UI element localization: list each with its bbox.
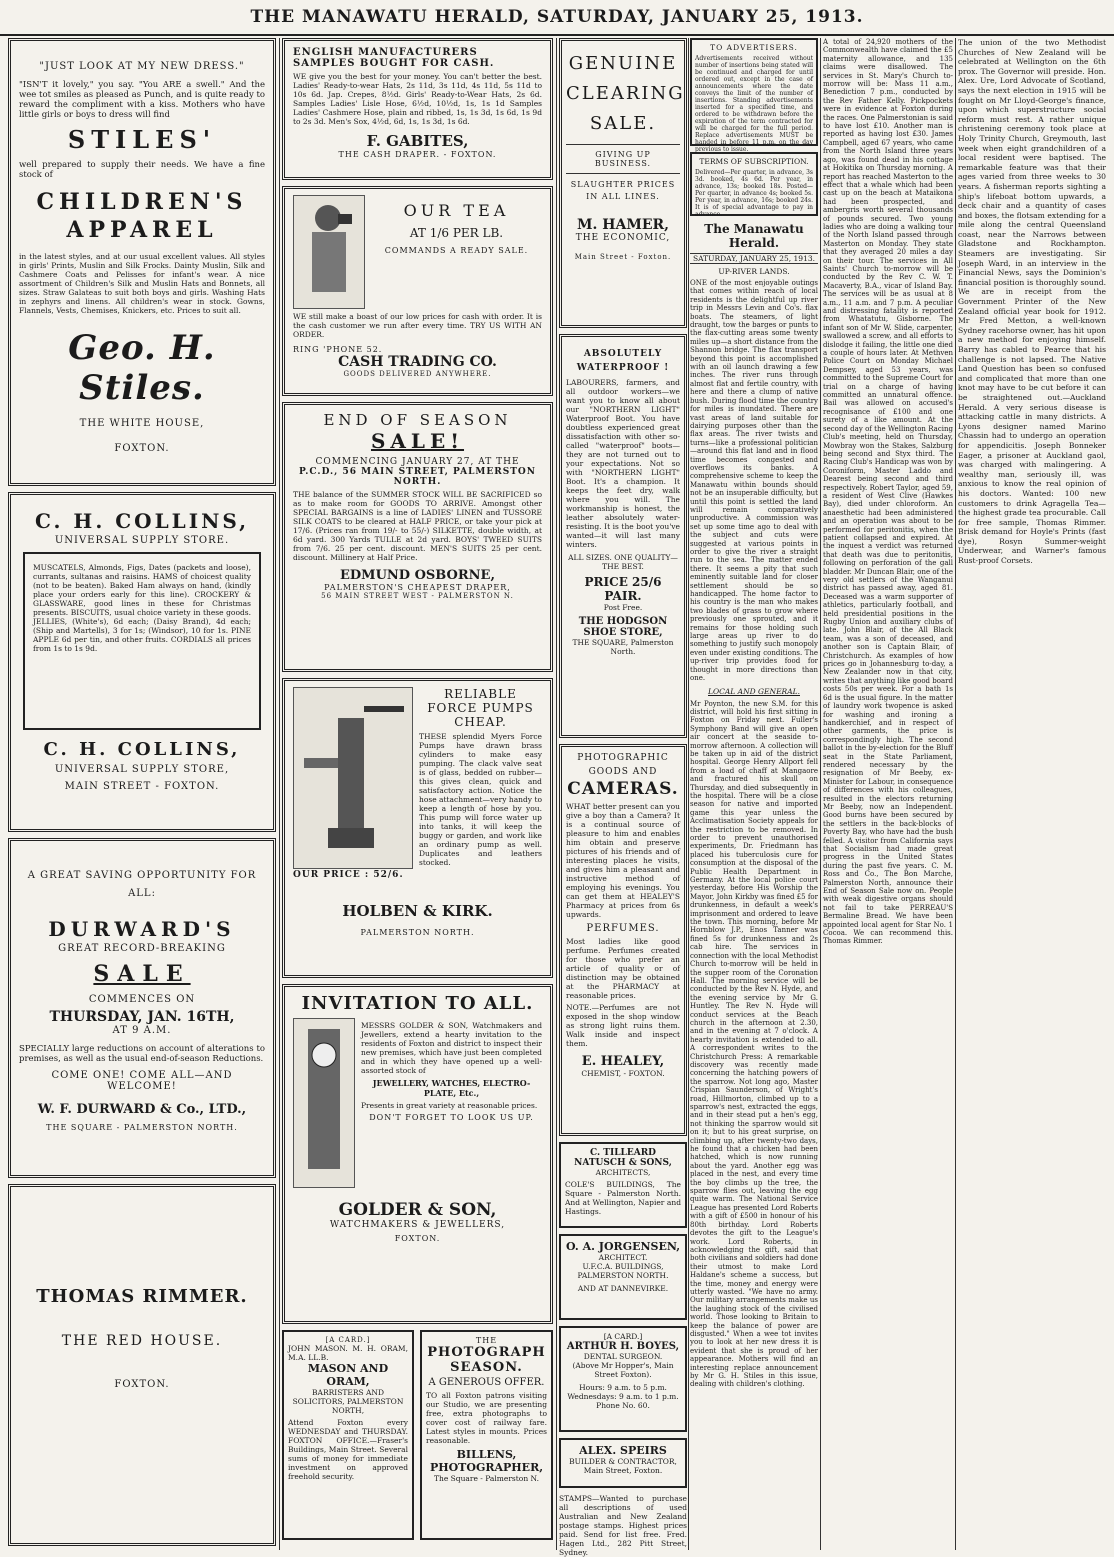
- stiles-ad: [8, 38, 276, 486]
- gabites-name: F. GABITES,: [366, 132, 469, 150]
- collins-ad: [8, 492, 276, 832]
- osborne-commencing: COMMENCING JANUARY 27, AT THE: [315, 457, 520, 467]
- golder-name: GOLDER & SON,: [338, 1200, 497, 1220]
- stiles-kicker: "JUST LOOK AT MY NEW DRESS.": [39, 61, 245, 72]
- healey-body: WHAT better present can you give a boy than a Camera? It is a continual source of pleasure to him and enables him obtain and preserve pictures of his friends and of interesting places he visits, and gives him a pleasant and instructive method of employing his evenings. You can get them at HEALEY'S Pharmacy at prices from 6s upwards.: [566, 802, 680, 919]
- editorial-date: SATURDAY, JANUARY 25, 1913.: [690, 253, 818, 264]
- hodgson-name: THE HODGSON SHOE STORE,: [578, 616, 668, 638]
- golder-call: DON'T FORGET TO LOOK US UP.: [369, 1113, 534, 1122]
- durward-addr: THE SQUARE - PALMERSTON NORTH.: [46, 1123, 238, 1132]
- pump-icon: [294, 688, 412, 868]
- tea-body: WE still make a boast of our low prices for cash with order. It is the cash customer we run after every time. TRY US WITH AN ORDER.: [293, 312, 542, 339]
- durward-date: THURSDAY, JAN. 16TH,: [49, 1009, 235, 1025]
- billens-addr: The Square - Palmerston N.: [434, 1474, 539, 1483]
- durward-name: DURWARD'S: [48, 917, 236, 941]
- tillerd-title: ARCHITECTS,: [595, 1168, 651, 1177]
- stiles-name: STILES': [67, 125, 217, 154]
- tea-drinker-icon: [294, 196, 364, 308]
- hamer-title: GENUINE CLEARING SALE.: [566, 53, 685, 134]
- golder-body: MESSRS GOLDER & SON, Watchmakers and Jewellers, extend a hearty invitation to the residents of Foxton and district to inspect their new premises, which have just been completed and in which they have opened up a well-assorted stock of: [361, 1021, 542, 1075]
- osborne-pcd: P.C.D., 56 MAIN STREET, PALMERSTON NORTH.: [299, 467, 536, 487]
- rimmer-shop: THE RED HOUSE.: [61, 1333, 223, 1349]
- collins-name: C. H. COLLINS,: [34, 509, 250, 533]
- hodgson-title: ABSOLUTELY WATERPROOF !: [576, 349, 670, 373]
- golder-sub: WATCHMAKERS & JEWELLERS,: [329, 1220, 506, 1230]
- healey-note: NOTE.—Perfumes are not exposed in the shop window as strong light ruins them. Walk inside and inspect them.: [566, 1003, 680, 1048]
- osborne-body: THE balance of the SUMMER STOCK WILL BE SACRIFICED so as to make room for GOODS TO ARRIVE. Amongst other SPECIAL BARGAINS is a line of LADIES' LINEN and TUSSORE SILK COATS to be cleared at HALF PRICE, or take your pick at 17/6. (Prices ran from 19/- to 55/-) SILKETTE, double width, at 6d yard. 300 Yards TULLE at 2d yard. BOYS' TWEED SUITS from 7/6. 25 per cent. discount. MEN'S SUITS 25 per cent. discount. Millinery at Half Price.: [293, 490, 542, 562]
- column6-news: The union of the two Methodist Churches of New Zealand will be celebrated at Wellington on the 6th prox. The Governor will preside. Hon. Alex. Ure, Lord Advocate of Scotland, says the next election in 1915 will be fought on Mr Lloyd-George's finance, upon which superstructure social reform must rest. A rather unique christening ceremony took place at Holy Trinity Church, Greymouth, last week when eight grandchildren of a local resident were baptised. The remarkable feature was that their ages varied from three weeks to 30 years. A fisherman reports sighting a ship's lifeboat bottom upwards, a deck chair and a quantity of cases and boxes, the flotsam extending for a mile along the central Queensland coast, near the Narrows between Gladstone and Rockhampton. Steamers are investigating. Sir Joseph Ward, in an interview in the Financial News, says the Dominion's financial position is thoroughly sound. We are in receipt from the Government Printer of the New Zealand official year book for 1912. Mr Fred Metton, a well-known Sydney racehorse owner, has hit upon a new method for enjoying himself. Barry has cabled to Pearce that his challenge is not lapsed. The Native Land Question has been so confused and complicated that more than one knot may have to be cut before it can be straightened out.—Auckland Herald. A very serious disease is attacking cattle in many districts. A Lyons designer named Marino Chassin had to undergo an operation for appendicitis. Joseph Bonneker Eager, a prisoner at Auckland gaol, was charged with malingering. A wealthy man, seriously ill, was anxious to know the real opinion of his doctors. Wanted: 100 new customers to drink Agragella Tea—the highest grade tea procurable. Call for free sample, Thomas Rimmer. Brisk demand for Hoyle's Prints (fast dye), Rosyn Summer-weight Underwear, and Warner's famous Rust-proof Corsets.: [958, 38, 1106, 566]
- tea-name: CASH TRADING CO.: [338, 354, 497, 370]
- editorial-heading: UP-RIVER LANDS.: [718, 267, 790, 276]
- hodgson-ad: [559, 334, 687, 738]
- jorgensen-addr: U.F.C.A. BUILDINGS, PALMERSTON NORTH.: [577, 1262, 669, 1280]
- durward-body: SPECIALLY large reductions on account of alterations to premises, as well as the usual end-of-season Reductions.: [19, 1044, 265, 1064]
- mason-firm: MASON AND ORAM,: [307, 1362, 389, 1388]
- durward-sub: GREAT RECORD-BREAKING: [58, 943, 226, 954]
- hamer-ad: [559, 38, 687, 328]
- tea-drinker-illustration: [293, 195, 365, 309]
- tea-ad: [282, 186, 553, 396]
- golder-prices: Presents in great variety at reasonable prices.: [361, 1101, 538, 1110]
- osborne-addr: 56 MAIN STREET WEST - PALMERSTON N.: [321, 592, 514, 600]
- durward-commences: COMMENCES ON: [88, 994, 196, 1005]
- osborne-title: END OF SEASON: [323, 411, 512, 429]
- collins-items: MUSCATELS, Almonds, Figs, Dates (packets and loose), currants, sultanas and raisins. HAMS of choicest quality (not to be beaten). Baked Ham always on hand, (kindly place your orders early for this line). CROCKERY & GLASSWARE, good lines in these for Christmas presents. BISCUITS, usual choice variety in these goods. JELLIES, (White's), 6d each; (Daisy Brand), 4d each; (Ship and Martells), 3 for 1s; (Windsor), 10 for 1s. PINE APPLE 6d per tin, and other fruits. CORDIALS all prices from 1s to 1s 9d.: [33, 563, 251, 653]
- tea-title: OUR TEA: [403, 201, 510, 220]
- boyes-title: DENTAL SURGEON.: [583, 1352, 663, 1361]
- tea-phone: RING 'PHONE 52.: [293, 345, 383, 354]
- mason-ad: [282, 1330, 414, 1540]
- editorial-text: ONE of the most enjoyable outings that comes within reach of local residents is the delightful up river trip in Messrs Levin and Co's. flax boats. The steamers, of light draught, tow the barges or punts to the flax-cutting areas some twenty miles up—a short distance from the Shannon bridge. The flax transport beyond this point is accomplished with an oil launch drawing a few inches. The river runs through almost flat and fertile country, with here and there a clump of native bush. During flood time the country for miles is inundated. There are vast areas of land suitable for dairying purposes other than the flax areas. The river twists and turns—like a professional politician—around this flat land and in flood time becomes congested and overflows its banks. A comprehensive scheme to keep the Manawatu within bounds should not be an insuperable difficulty, but until this point is settled the land will remain comparatively unproductive. A commission was set up some time ago to deal with the subject and cuts were suggested at various points in order to give the river a straight run to the sea. The matter ended there. It seems a pity that such eminently suitable land for closer settlement should be so handicapped. The home factor to his country is the man who makes two blades of grass to grow where previously one sprouted, and it remains for those holding such large areas up river to do something to justify such monopoly even under existing conditions. The up-river trip provides food for thought in more directions than one.: [690, 279, 818, 683]
- speirs-addr: Main Street, Foxton.: [583, 1466, 663, 1475]
- stiles-signature: Geo. H. Stiles.: [68, 328, 216, 408]
- clock-illustration: [293, 1018, 355, 1188]
- stiles-shop: THE WHITE HOUSE,: [79, 418, 205, 429]
- advertisers-body: Advertisements received without number of insertions being stated will be continued and charged for until ordered out, except in the case of announcements where the date conveys the limit of the number of insertions. Standing advertisements inserted for a specified time, and ordered to be withdrawn before the expiration of the term contracted for will be charged for the full period. Replace advertisements MUST be handed in before 11 p.m. on the day previous to issue.: [695, 55, 813, 153]
- stiles-list: in the latest styles, and at our usual excellent values. All styles in girls' Prints, Muslin and Silk Frocks. Dainty Muslin, Silk and Cashmere Coats and Pelisses for infant's wear. A nice assortment of Children's Silk and Muslin Hats and Bonnets, all sizes. Straw Galateas to suit both boys and girls. Washing Hats in zephyrs and linens. All children's wear in stock. Gowns, Flannels, Vests, Chemises, Knickers, etc. Prices to suit all.: [19, 252, 265, 315]
- mason-names: JOHN MASON. M. H. ORAM, M.A. LL.B.: [288, 1344, 408, 1362]
- gabites-sub: THE CASH DRAPER. - FOXTON.: [338, 150, 497, 159]
- column5-news: A total of 24,920 mothers of the Commonwealth have claimed the £5 maternity allowance, and 135 claims were disallowed. The services in St. Mary's Church to-morrow will be: Mass 11 a.m., Benediction 7 p.m., conducted by the Rev Father Kelly. Pickpockets were in evidence at Foxton during the races. One Palmerstonian is said to have lost £10. Another man is reported as having lost £30. James Campbell, aged 67 years, who came from the North Island three years ago, was found dead in his cottage at Hokitika on Thursday morning. A report has reached Masterton to the effect that a whale which had been cast up on the beach at Mataikona had been prospected, and ambergris worth several thousands of pounds secured. Two young ladies who are doing a walking tour of the North Island passed through Masterton on Monday. They state that they averaged 20 miles a day on their tour. The services in All Saints' Church to-morrow will be conducted by the Rev C. W. T. Macaverty, B.A., vicar of Island Bay. The services will be as usual at 8 a.m., 11 a.m. and 7 p.m. A peculiar and distressing fatality is reported from Whatatutu, Gisborne. The infant son of Mr W. Slide, carpenter, swallowed a screw, and all efforts to dislodge it failing, the little one died a couple of hours later. At Methven Police Court on Monday Michael Dempsey, aged 53 years, was committed to the Supreme Court for trial on a charge of having committed an unnatural offence. Bail was allowed on accused's recognisance of £100 and one surety of a like amount. At the second day of the Wellington Racing Club's meeting, held on Thursday, Mowbray won the Stakes, Salzburg being second and Styx third. The Racing Club's Handicap was won by Coroniform, Master Laddo and Dearest being second and third respectively. Robert Taylor, aged 59, a resident of West Clive (Hawkes Bay), died under chloroform. An anaesthetic had been administered and an operation was about to be performed for peritonitis, when the patient collapsed and expired. At the inquest a verdict was returned that death was due to peritonitis, following on perforation of the gall bladder. Mr Duncan Blair, one of the very old settlers of the Wanganui district has passed away, aged 81. Deceased was a warm supporter of athletics, particularly football, and held presidential positions in the Rugby Union and auxiliary clubs of late. John Blair, of the All Black team, was a son of deceased, and another son is Captain Blair, of Christchurch. As examples of how prices go in Johannesburg to-day, a New Zealander now in that city, writes that anything like good board costs 50s per week. For a bath 1s 6d is the usual figure. In the matter of laundry work twopence is asked for washing and ironing a handkerchief, and in respect of other garments, the price is correspondingly high. The second ballot in the by-election for the Bluff seat in the State Parliament, rendered necessary by the resignation of Mr Beeby, ex-Minister for Labour, in consequence of differences with his colleagues, resulted in the electors returning Mr Beeby, now an Independent. Good burns have been secured by the settlers in the back-blocks of Poverty Bay, who have had the bush felled. A visitor from California says that Socialism had made great progress in the United States during the past five years. C. M. Ross and Co., The Bon Marche, Palmerston North, announce their End of Season Sale now on. People with weak digestive organs should not fail to take PERREAU'S Bermaline Bread. We have been appointed local agent for Star No. 1 Cocoa. We can recommend this. Thomas Rimmer.: [823, 38, 953, 946]
- boyes-hours: Hours: 9 a.m. to 5 p.m. Wednesdays: 9 a.m. to 1 p.m.: [567, 1383, 679, 1401]
- pumps-body: THESE splendid Myers Force Pumps have drawn brass cylinders to make easy pumping. The clack valve seat is of glass, bedded on rubber—this gives clean, quick and satisfactory action. Notice the hose attachment—very handy to keep a length of hose by you. This pump will force water up into tanks, it will keep the buggy or garden, and work like an ordinary pump as well. Duplicates and leathers stocked.: [419, 732, 542, 867]
- hamer-sub: THE ECONOMIC,: [575, 233, 671, 243]
- osborne-sale: SALE!: [370, 429, 465, 453]
- stamps-notice: STAMPS—Wanted to purchase all descriptions of used Australian and New Zealand postage stamps. Highest prices paid. Send for list free. Fred. Hagen Ltd., 282 Pitt Street, Sydney.: [559, 1494, 687, 1557]
- pumps-price: OUR PRICE : 52/6.: [293, 870, 404, 880]
- column-4: [690, 38, 818, 1550]
- local-heading: LOCAL AND GENERAL.: [708, 686, 800, 696]
- collins-list-box: [23, 552, 261, 730]
- billens-name: BILLENS, PHOTOGRAPHER,: [429, 1448, 544, 1474]
- advertisers-notice: [690, 38, 818, 153]
- mason-card: [A CARD.]: [325, 1336, 371, 1344]
- pumps-title: RELIABLE FORCE PUMPS CHEAP.: [427, 687, 534, 729]
- terms-body: Delivered—Per quarter, in advance, 3s 3d. booked, 4s 6d. Per year, in advance, 13s; booked 18s. Posted—Per quarter, in advance 4s; booked 5s. Per year, in advance, 16s; booked 24s. It is of special advantage to pay in advance.: [695, 169, 813, 218]
- pumps-town: PALMERSTON NORTH.: [360, 928, 475, 937]
- paper-title: The Manawatu Herald.: [704, 222, 804, 250]
- golder-ad: [282, 984, 553, 1324]
- durward-call: COME ONE! COME ALL—AND WELCOME!: [51, 1070, 233, 1092]
- golder-town: FOXTON.: [394, 1234, 441, 1243]
- stiles-headline: CHILDREN'S APPAREL: [36, 189, 248, 243]
- boyes-card: [A CARD.]: [603, 1332, 643, 1341]
- speirs-name: ALEX. SPEIRS: [579, 1444, 667, 1457]
- tea-sub: GOODS DELIVERED ANYWHERE.: [343, 370, 492, 378]
- durward-sale: SALE: [93, 961, 191, 987]
- column-5: [823, 38, 953, 1550]
- hodgson-post: Post Free.: [603, 603, 643, 612]
- durward-firm: W. F. DURWARD & Co., LTD.,: [37, 1102, 247, 1117]
- stiles-town: FOXTON.: [114, 443, 170, 454]
- terms-title: TERMS OF SUBSCRIPTION.: [699, 157, 809, 166]
- hamer-addr: Main Street - Foxton.: [574, 253, 672, 261]
- hodgson-body: LABOURERS, farmers, and all outdoor workers—we want you to know all about our "NORTHERN LIGHT" Waterproof Boot. You have doubtless experienced great dissatisfaction with other so-called "waterproof" boots—they are not turned out to your expectations. Not so with "NORTHERN LIGHT" Boot. It's a champion. It keeps the feet dry, walk where you will. The workmanship is honest, the leather absolutely water-resisting. It is the boot you've wanted—it will last many winters.: [566, 378, 680, 549]
- clock-icon: [294, 1019, 354, 1187]
- osborne-sub: PALMERSTON'S CHEAPEST DRAPER,: [324, 583, 511, 592]
- tillerd-addr: COLE'S BUILDINGS, The Square - Palmerston North. And at Wellington, Napier and Hastings.: [565, 1180, 681, 1216]
- golder-stock: JEWELLERY, WATCHES, ELECTRO-PLATE, Etc.,: [372, 1078, 531, 1098]
- mason-body: Attend Foxton every WEDNESDAY and THURSDAY. FOXTON OFFICE.—Fraser's Buildings, Main Street. Several sums of money for immediate investment on approved freehold security.: [288, 1418, 408, 1481]
- collins-footer-sub: UNIVERSAL SUPPLY STORE,: [54, 764, 230, 775]
- healey-title1: PHOTOGRAPHIC GOODS AND: [577, 753, 669, 777]
- pump-illustration: [293, 687, 413, 869]
- osborne-name: EDMUND OSBORNE,: [340, 568, 495, 583]
- stiles-line: well prepared to supply their needs. We have a fine stock of: [19, 160, 265, 180]
- rimmer-name: THOMAS RIMMER.: [36, 1286, 248, 1307]
- column-2: [282, 38, 553, 1550]
- rimmer-town: FOXTON.: [114, 1379, 170, 1390]
- billens-body: TO all Foxton patrons visiting our Studio, we are presenting free, extra photographs to cover cost of railway fare. Latest styles in mounts. Prices reasonable.: [426, 1391, 547, 1445]
- billens-ad: [420, 1330, 553, 1540]
- collins-sub: UNIVERSAL SUPPLY STORE.: [54, 535, 230, 546]
- collins-footer-name: C. H. COLLINS,: [43, 739, 241, 760]
- speirs-ad: [559, 1438, 687, 1488]
- healey-ad: [559, 744, 687, 1136]
- tea-price: AT 1/6 PER LB.: [409, 226, 504, 240]
- boyes-phone: Phone No. 60.: [596, 1401, 650, 1410]
- jorgensen-ad: [559, 1234, 687, 1320]
- hamer-giving: GIVING UP BUSINESS.: [594, 150, 652, 168]
- gabites-ad: [282, 38, 553, 180]
- pumps-ad: [282, 678, 553, 978]
- hamer-name: M. HAMER,: [576, 217, 669, 233]
- collins-footer-addr: MAIN STREET - FOXTON.: [64, 781, 220, 792]
- tillerd-name: C. TILLEARD NATUSCH & SONS,: [574, 1148, 672, 1168]
- gabites-title: ENGLISH MANUFACTURERS SAMPLES BOUGHT FOR CASH.: [293, 47, 495, 69]
- column-6: [958, 38, 1106, 1550]
- jorgensen-also: AND AT DANNEVIRKE.: [577, 1284, 669, 1293]
- jorgensen-title: ARCHITECT.: [598, 1253, 648, 1262]
- tillerd-ad: [559, 1142, 687, 1228]
- golder-title: INVITATION TO ALL.: [301, 993, 534, 1014]
- hodgson-addr: THE SQUARE, Palmerston North.: [572, 638, 674, 656]
- jorgensen-name: O. A. JORGENSEN,: [565, 1240, 681, 1253]
- durward-ad: [8, 838, 276, 1178]
- hodgson-sizes: ALL SIZES. ONE QUALITY—THE BEST.: [568, 553, 678, 571]
- healey-perf-body: Most ladies like good perfume. Perfumes created for those who prefer an article of quality or of distinction may be obtained at the PHARMACY at reasonable prices.: [566, 937, 680, 1000]
- speirs-title: BUILDER & CONTRACTOR,: [569, 1457, 677, 1466]
- boyes-ad: [559, 1326, 687, 1432]
- gabites-body: WE give you the best for your money. You can't better the best. Ladies' Ready-to-wear Hats, 2s 11d, 3s 11d, 4s 11d, 5s 11d to 10s 6d. Jap. Crepes, 8½d. Girls' Ready-to-Wear Hats, 2s 6d. Samples Ladies' Lisle Hose, 6½d, 10½d, 1s, 1s 1d Samples Ladies' Cashmere Hose, plain and ribbed, 1s, 1s 3d, 1s 6d, 1s 9d to 2s 3d. Men's Sox, 4½d, 6d, 1s, 1s 3d, 1s 6d.: [293, 72, 542, 126]
- billens-the: THE: [475, 1336, 498, 1345]
- column-3: [559, 38, 687, 1557]
- stiles-body: "ISN'T it lovely," you say. "You ARE a swell." And the wee tot smiles as pleased as Punch, and is quite ready to reward the compliment with a kiss. Mothers who have little girls or boys to dress will find: [19, 80, 265, 120]
- rimmer-ad: [8, 1184, 276, 1546]
- local-text: Mr Poynton, the new S.M. for this district, will hold his first sitting in Foxton on Friday next. Fuller's Symphony Band will give an open air concert at the seaside to-morrow afternoon. A collection will be taken up in aid of the district hospital. George Henry Allport fell from a load of chaff at Mangaore and fractured his skull on Thursday, and died subsequently in the hospital. There will be a close season for native and imported game this year unless the Acclimatisation Society appeals for the restriction to be removed. In order to prevent unauthorised experiments, Dr. Friedmann has placed his tuberculosis cure for consumption at the disposal of the Public Health Department in Germany. At the local police court yesterday, before His Worship the Mayor, John Kirkby was fined £5 for drunkenness, in default a week's imprisonment and ordered to leave the town. This morning, before Mr Hornblow J.P., Enos Tanner was fined 5s for drunkenness and 2s cab hire. The services in connection with the local Methodist Church to-morrow will be held in the supper room of the Coronation Hall. The morning service will be conducted by the Rev N. Hyde, and the evening service by Mr G. Huntley. The Rev N. Hyde will conduct services at the Beach church in the afternoon at 2.30, and in the evening at 7 o'clock. A hearty invitation is extended to all. A correspondent writes to the Christchurch Press: A remarkable discovery was recently made concerning the hatching powers of the sparrow. Not long ago, Master Crispian Saunderson, of Wright's road, Hillmorton, climbed up to a sparrow's nest, extracted the eggs, and in their stead put a hen's egg, not thinking the sparrow would sit on it; but to his great surprise, on climbing up, after twenty-two days, he found that a chicken had been hatched, which is now running about the yard. Another egg was placed in the nest, and every time the boy climbs up the tree, the sparrow flies out, leaving the egg quite warm. The National Service League has presented Lord Roberts with a gift of £500 in honour of his 80th birthday. Lord Roberts devotes the gift to the League's work. Lord Roberts, in acknowledging the gift, said that both civilians and soldiers had done their utmost to make Lord Haldane's scheme a success, but the time, money and energy were utterly wasted. "We have no army. Our military arrangements make us the laughing stock of the civilised world. Those looking to Britain to keep the balance of power are disgusted." When a wee tot invites you to look at her new dress it is evident that she is proud of her appearance. Mothers will find an interesting replace announcement by Mr G. H. Stiles in this issue, dealing with children's clothing.: [690, 699, 818, 1389]
- terms-notice: [690, 152, 818, 216]
- healey-perf: PERFUMES.: [586, 923, 660, 934]
- boyes-addr: (Above Mr Hopper's, Main Street Foxton).: [572, 1361, 674, 1379]
- durward-intro: A GREAT SAVING OPPORTUNITY FOR ALL:: [27, 870, 257, 899]
- pumps-name: HOLBEN & KIRK.: [342, 902, 493, 920]
- hodgson-price: PRICE 25/6 PAIR.: [584, 575, 662, 603]
- boyes-name: ARTHUR H. BOYES,: [566, 1341, 680, 1352]
- hamer-slaughter: SLAUGHTER PRICES IN ALL LINES.: [570, 180, 676, 201]
- column-1: [8, 38, 276, 1550]
- masthead: THE MANAWATU HERALD, SATURDAY, JANUARY 25, 1913.: [0, 0, 1114, 36]
- mason-title: BARRISTERS AND SOLICITORS, PALMERSTON NORTH,: [292, 1388, 404, 1415]
- healey-title2: CAMERAS.: [567, 779, 679, 799]
- billens-offer: A GENEROUS OFFER.: [428, 1377, 545, 1388]
- advertisers-title: TO ADVERTISERS.: [710, 43, 798, 52]
- osborne-ad: [282, 402, 553, 672]
- tea-line: COMMANDS A READY SALE.: [384, 246, 529, 255]
- durward-time: AT 9 A.M.: [112, 1025, 172, 1036]
- healey-sub: CHEMIST, - FOXTON.: [581, 1069, 665, 1078]
- billens-title: PHOTOGRAPH SEASON.: [427, 1345, 546, 1375]
- healey-name: E. HEALEY,: [581, 1054, 665, 1069]
